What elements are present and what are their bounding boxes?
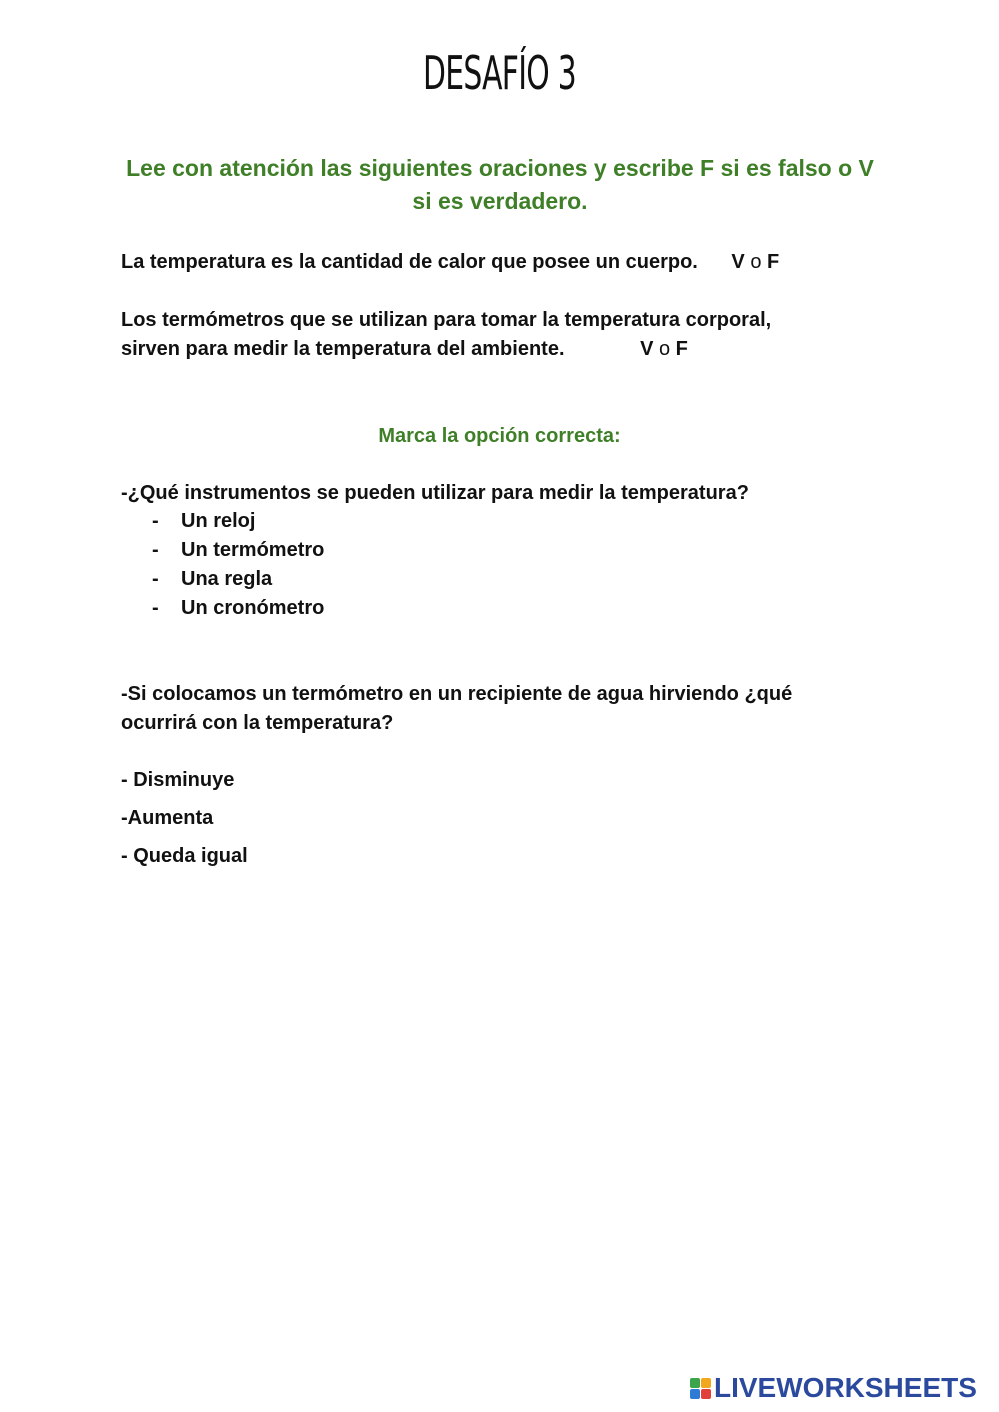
question-2-line-1: -Si colocamos un termómetro en un recipiente de agua hirviendo ¿qué xyxy=(121,683,793,705)
option-label: Un reloj xyxy=(181,510,256,532)
false-option[interactable]: F xyxy=(675,338,688,360)
bullet-dash: - xyxy=(152,568,159,590)
true-false-item-1 xyxy=(121,248,881,277)
logo-square xyxy=(690,1389,700,1399)
question-2-line-2: ocurrirá con la temperatura? xyxy=(121,712,394,734)
question-2 xyxy=(121,680,881,738)
question-1-options xyxy=(121,507,821,623)
liveworksheets-logo xyxy=(690,1372,977,1404)
instructions-text: Lee con atención las siguientes oraciones y escribe F si es falso o V si es verdadero. xyxy=(126,155,874,214)
or-text: o xyxy=(658,338,671,360)
answer-option-1[interactable]: - Disminuye xyxy=(121,769,235,791)
bullet-dash: - xyxy=(152,539,159,561)
option-label: Un cronómetro xyxy=(181,597,325,619)
vf-choice[interactable] xyxy=(640,335,688,364)
bullet-dash: - xyxy=(152,597,159,619)
option-item[interactable] xyxy=(121,507,821,536)
statement-text: La temperatura es la cantidad de calor que posee un cuerpo. xyxy=(121,251,698,273)
true-option[interactable]: V xyxy=(731,251,745,273)
section-title-multiple-choice: Marca la opción correcta: xyxy=(378,425,621,447)
statement-line-1: Los termómetros que se utilizan para tomar la temperatura corporal, xyxy=(121,309,772,331)
page-title: DESAFÍO 3 xyxy=(423,46,576,100)
answer-option-2[interactable]: -Aumenta xyxy=(121,807,214,829)
logo-square xyxy=(701,1378,711,1388)
true-option[interactable]: V xyxy=(640,338,654,360)
logo-square xyxy=(690,1378,700,1388)
bullet-dash: - xyxy=(152,510,159,532)
option-item[interactable] xyxy=(121,565,821,594)
option-label: Una regla xyxy=(181,568,273,590)
logo-text: LIVEWORKSHEETS xyxy=(714,1372,977,1403)
logo-mark-icon xyxy=(690,1378,711,1399)
option-label: Un termómetro xyxy=(181,539,325,561)
false-option[interactable]: F xyxy=(767,251,780,273)
vf-choice[interactable] xyxy=(731,248,779,277)
option-item[interactable] xyxy=(121,536,821,565)
question-1: -¿Qué instrumentos se pueden utilizar para medir la temperatura? xyxy=(121,482,749,504)
option-item[interactable] xyxy=(121,594,821,623)
logo-square xyxy=(701,1389,711,1399)
true-false-item-2 xyxy=(121,306,881,364)
statement-line-2: sirven para medir la temperatura del ambiente. V o F xyxy=(121,335,881,364)
answer-option-3[interactable]: - Queda igual xyxy=(121,845,248,867)
or-text: o xyxy=(750,251,762,273)
